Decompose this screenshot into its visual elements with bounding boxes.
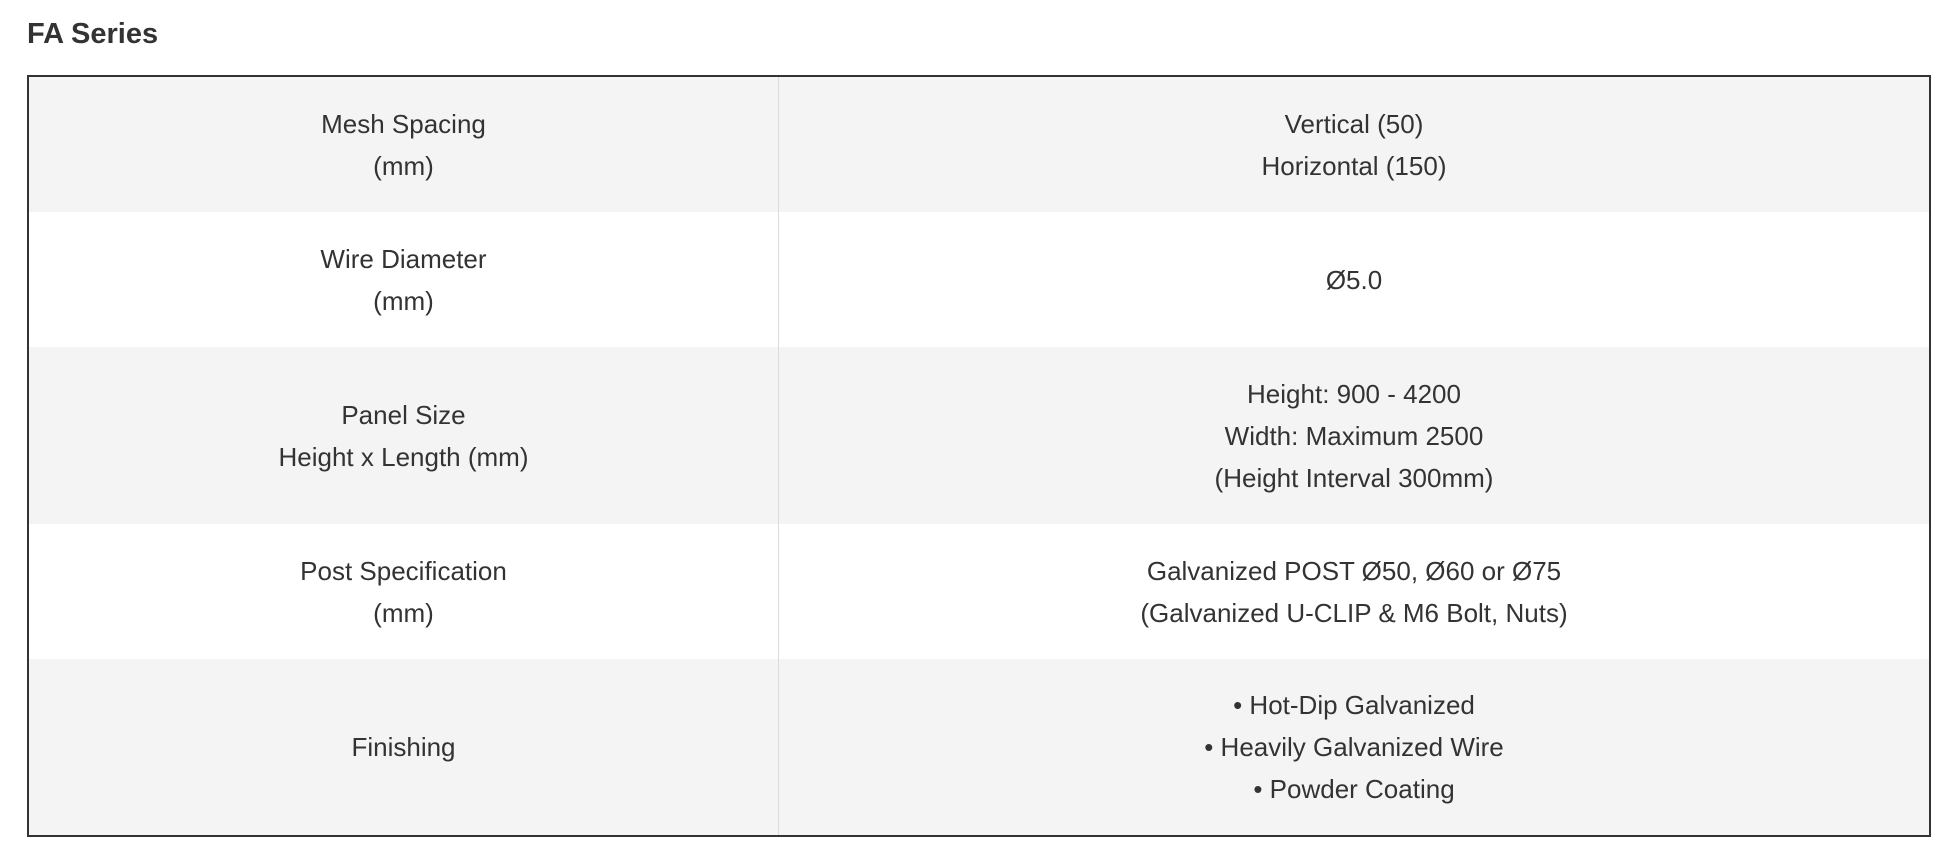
row-label-wire-diameter (29, 212, 779, 347)
label-line: (mm) (373, 150, 434, 181)
table-row (29, 524, 1929, 659)
label-line: Finishing (351, 732, 456, 762)
label-line: (mm) (373, 597, 434, 628)
value-line: Width: Maximum 2500 (1224, 420, 1484, 451)
bullet-item: • Heavily Galvanized Wire (1204, 732, 1504, 762)
bullet-item: • Powder Coating (1253, 774, 1455, 804)
table-row (29, 212, 1929, 347)
label-line: Wire Diameter (320, 243, 487, 274)
row-label-post-specification (29, 524, 779, 659)
row-value-panel-size (779, 347, 1929, 524)
value-line: Ø5.0 (1325, 264, 1383, 295)
value-line: Height: 900 - 4200 (1247, 378, 1461, 409)
row-value-finishing (779, 659, 1929, 835)
bullet-item: • Hot-Dip Galvanized (1233, 690, 1475, 720)
label-line: Panel Size (341, 399, 466, 430)
value-line: (Galvanized U-CLIP & M6 Bolt, Nuts) (1140, 597, 1568, 628)
value-line: Horizontal (150) (1261, 150, 1447, 181)
row-label-panel-size (29, 347, 779, 524)
value-line: Vertical (50) (1284, 108, 1424, 139)
table-row (29, 347, 1929, 524)
table-row (29, 77, 1929, 212)
page-title: FA Series (27, 18, 159, 50)
label-line: Mesh Spacing (321, 108, 486, 139)
value-line: Galvanized POST Ø50, Ø60 or Ø75 (1146, 555, 1562, 586)
row-label-finishing (29, 659, 779, 835)
value-line: (Height Interval 300mm) (1214, 462, 1494, 493)
row-label-mesh-spacing (29, 77, 779, 212)
label-line: Height x Length (mm) (278, 441, 529, 472)
spec-table (27, 75, 1931, 837)
row-value-post-specification (779, 524, 1929, 659)
table-row (29, 659, 1929, 835)
label-line: Post Specification (300, 555, 507, 586)
label-line: (mm) (373, 285, 434, 316)
row-value-mesh-spacing (779, 77, 1929, 212)
row-value-wire-diameter (779, 212, 1929, 347)
